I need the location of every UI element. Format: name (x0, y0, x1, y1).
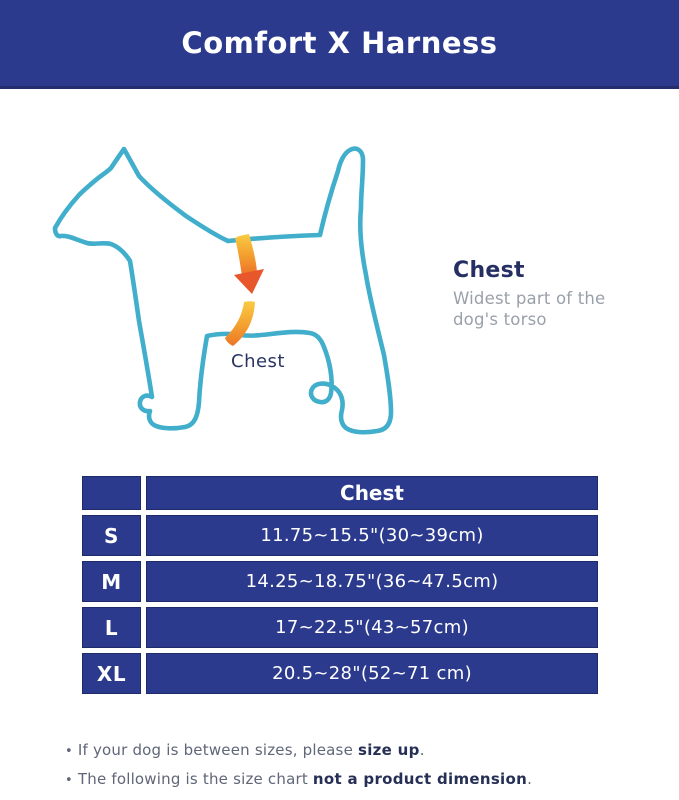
callout-description-line1: Widest part of the (453, 289, 606, 308)
table-row-xl-size: XL (82, 653, 141, 694)
table-row-l-size: L (82, 607, 141, 648)
measuring-band-lower (225, 301, 255, 346)
footnote-size-up-period: . (419, 741, 425, 759)
table-row-s-size: S (82, 515, 141, 556)
table-header-chest: Chest (146, 476, 598, 510)
table-row-m-chest: 14.25~18.75"(36~47.5cm) (146, 561, 598, 602)
chest-measure-label: Chest (231, 351, 285, 372)
footnote-dimension-bold: not a product dimension (312, 770, 528, 788)
table-row-xl-chest: 20.5~28"(52~71 cm) (146, 653, 598, 694)
footnote-size-up-text: If your dog is between sizes, please (77, 741, 358, 759)
footnote-not-product-dimension (65, 771, 532, 789)
footnotes (65, 742, 532, 800)
callout-description-line2: dog's torso (453, 310, 547, 329)
callout-title: Chest (453, 258, 525, 283)
footnote-size-up (65, 742, 532, 760)
page-title: Comfort X Harness (181, 26, 498, 60)
chest-callout (453, 258, 643, 330)
dog-outline-illustration (45, 138, 430, 450)
table-row-m-size: M (82, 561, 141, 602)
table-corner-cell (82, 476, 141, 510)
footnote-size-up-bold: size up (357, 741, 420, 759)
dog-outline (55, 149, 391, 433)
bullet-icon: • (65, 773, 73, 788)
arrow-down-icon (234, 269, 264, 294)
size-chart-table (82, 476, 598, 694)
footnote-dimension-period: . (527, 770, 533, 788)
table-row-l-chest: 17~22.5"(43~57cm) (146, 607, 598, 648)
callout-description (453, 288, 643, 330)
footnote-dimension-text: The following is the size chart (77, 770, 313, 788)
header-banner (0, 0, 679, 89)
table-row-s-chest: 11.75~15.5"(30~39cm) (146, 515, 598, 556)
bullet-icon: • (65, 744, 73, 759)
